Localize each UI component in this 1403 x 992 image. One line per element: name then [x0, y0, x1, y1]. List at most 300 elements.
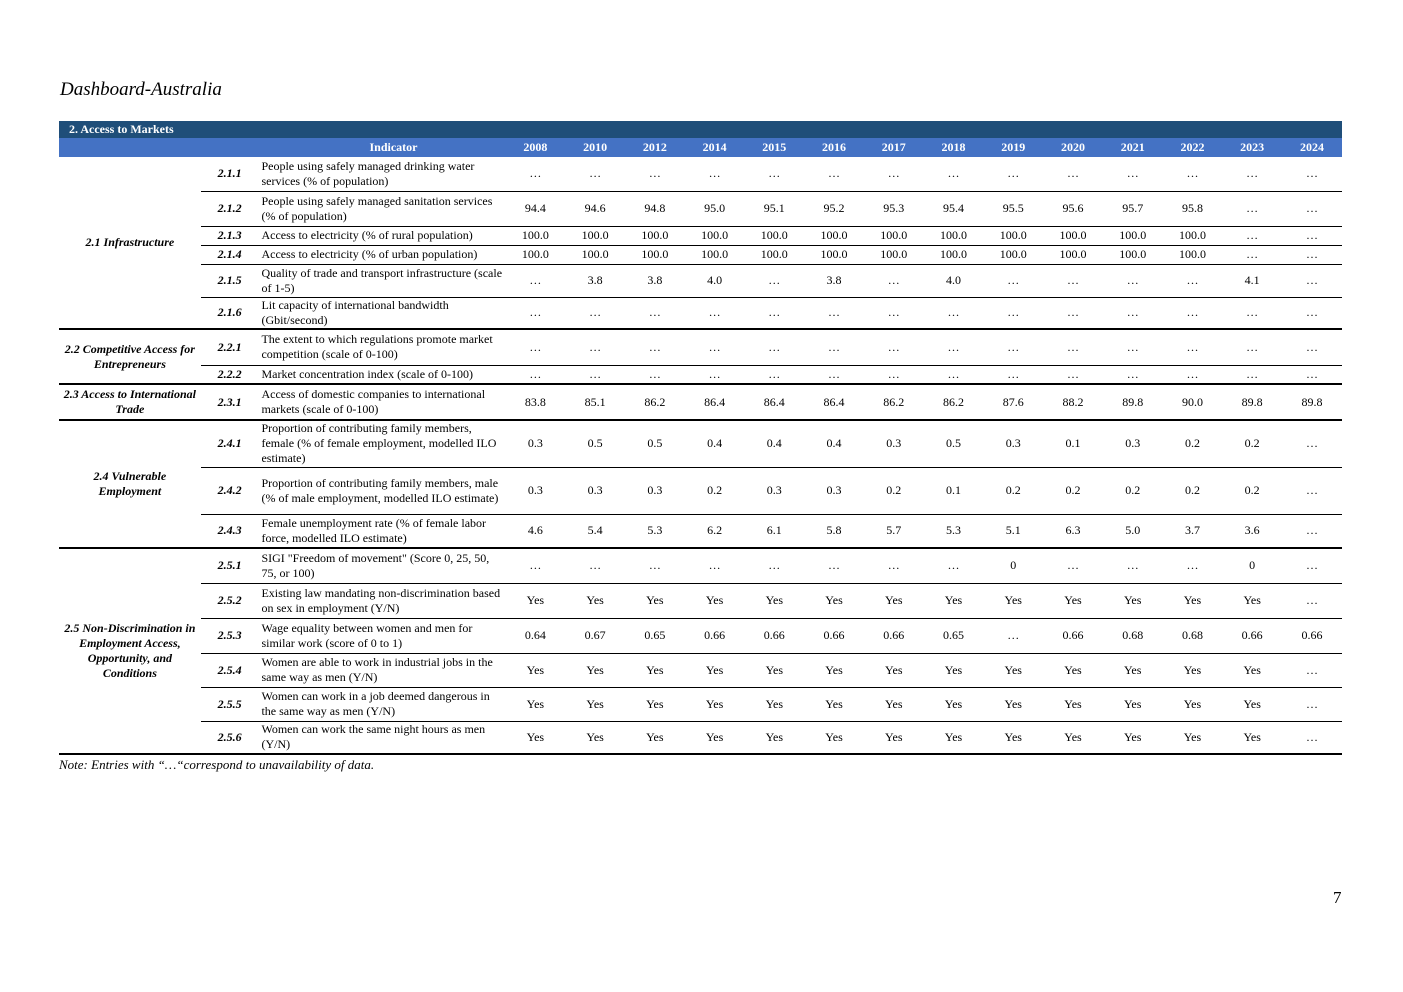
table-row — [59, 514, 1342, 548]
value-cell: Yes — [924, 721, 984, 754]
indicator-name: Wage equality between women and men for similar work (score of 0 to 1) — [258, 618, 505, 653]
value-cell: … — [1282, 687, 1342, 721]
value-cell: 0.4 — [744, 420, 804, 467]
dashboard-table — [59, 121, 1342, 755]
indicator-code: 2.2.2 — [201, 365, 259, 384]
value-cell: 0.64 — [506, 618, 566, 653]
value-cell: … — [864, 548, 924, 583]
value-cell: … — [565, 329, 625, 365]
value-cell: 5.1 — [983, 514, 1043, 548]
table-row — [59, 365, 1342, 384]
value-cell: 0.3 — [625, 467, 685, 514]
value-cell: 0.66 — [804, 618, 864, 653]
value-cell: Yes — [864, 653, 924, 687]
value-cell: 4.0 — [685, 264, 745, 297]
value-cell: 0 — [983, 548, 1043, 583]
value-cell: … — [625, 157, 685, 191]
value-cell: … — [744, 297, 804, 329]
value-cell: … — [1282, 329, 1342, 365]
value-cell: Yes — [1163, 721, 1223, 754]
table-row — [59, 329, 1342, 365]
value-cell: … — [804, 548, 864, 583]
value-cell: 100.0 — [744, 226, 804, 245]
value-cell: Yes — [685, 687, 745, 721]
value-cell: Yes — [744, 687, 804, 721]
value-cell: … — [924, 297, 984, 329]
value-cell: … — [1043, 365, 1103, 384]
value-cell: 5.7 — [864, 514, 924, 548]
value-cell: 0.66 — [1043, 618, 1103, 653]
value-cell: … — [1103, 365, 1163, 384]
value-cell: 100.0 — [506, 245, 566, 264]
value-cell: … — [625, 548, 685, 583]
value-cell: … — [864, 329, 924, 365]
value-cell: … — [744, 365, 804, 384]
value-cell: Yes — [983, 653, 1043, 687]
value-cell: … — [565, 548, 625, 583]
value-cell: … — [1222, 329, 1282, 365]
value-cell: 0.66 — [1222, 618, 1282, 653]
year-header: 2024 — [1282, 138, 1342, 157]
table-row — [59, 226, 1342, 245]
table-row — [59, 420, 1342, 467]
value-cell: 95.8 — [1163, 191, 1223, 226]
value-cell: 87.6 — [983, 384, 1043, 420]
value-cell: Yes — [804, 653, 864, 687]
value-cell: Yes — [864, 721, 924, 754]
value-cell: 89.8 — [1282, 384, 1342, 420]
value-cell: 100.0 — [1043, 226, 1103, 245]
indicator-name: Proportion of contributing family members, male (% of male employment, modelled ILO estimate) — [258, 467, 505, 514]
value-cell: … — [1103, 264, 1163, 297]
value-cell: Yes — [1222, 583, 1282, 618]
value-cell: 100.0 — [1103, 245, 1163, 264]
value-cell: Yes — [804, 583, 864, 618]
value-cell: 100.0 — [924, 226, 984, 245]
table-row — [59, 583, 1342, 618]
value-cell: … — [804, 329, 864, 365]
table-row — [59, 245, 1342, 264]
value-cell: … — [864, 264, 924, 297]
value-cell: Yes — [625, 687, 685, 721]
value-cell: 95.2 — [804, 191, 864, 226]
value-cell: 0.2 — [1103, 467, 1163, 514]
page-number: 7 — [1333, 888, 1342, 907]
value-cell: 100.0 — [1103, 226, 1163, 245]
value-cell: Yes — [1103, 721, 1163, 754]
table-row — [59, 687, 1342, 721]
value-cell: Yes — [625, 653, 685, 687]
year-header: 2017 — [864, 138, 924, 157]
value-cell: … — [1282, 157, 1342, 191]
indicator-name: SIGI "Freedom of movement" (Score 0, 25, 50, 75, or 100) — [258, 548, 505, 583]
value-cell: 100.0 — [506, 226, 566, 245]
value-cell: 4.0 — [924, 264, 984, 297]
value-cell: 100.0 — [804, 226, 864, 245]
year-header: 2012 — [625, 138, 685, 157]
value-cell: Yes — [864, 583, 924, 618]
value-cell: 95.1 — [744, 191, 804, 226]
value-cell: 0.4 — [685, 420, 745, 467]
value-cell: 4.6 — [506, 514, 566, 548]
value-cell: Yes — [506, 653, 566, 687]
value-cell: … — [506, 548, 566, 583]
value-cell: 94.4 — [506, 191, 566, 226]
value-cell: … — [1282, 467, 1342, 514]
value-cell: 100.0 — [864, 226, 924, 245]
value-cell: 100.0 — [685, 226, 745, 245]
value-cell: 0.5 — [625, 420, 685, 467]
value-cell: 0.3 — [565, 467, 625, 514]
value-cell: 100.0 — [1163, 226, 1223, 245]
value-cell: 100.0 — [565, 245, 625, 264]
value-cell: 0.1 — [1043, 420, 1103, 467]
value-cell: 0.2 — [685, 467, 745, 514]
value-cell: … — [924, 365, 984, 384]
value-cell: … — [1103, 297, 1163, 329]
value-cell: 0.2 — [864, 467, 924, 514]
value-cell: Yes — [744, 653, 804, 687]
indicator-name: Quality of trade and transport infrastructure (scale of 1-5) — [258, 264, 505, 297]
value-cell: 0 — [1222, 548, 1282, 583]
value-cell: … — [864, 297, 924, 329]
value-cell: 3.7 — [1163, 514, 1223, 548]
table-row — [59, 548, 1342, 583]
value-cell: 0.66 — [1282, 618, 1342, 653]
indicator-name: Existing law mandating non-discrimination based on sex in employment (Y/N) — [258, 583, 505, 618]
value-cell: … — [1163, 297, 1223, 329]
value-cell: Yes — [506, 721, 566, 754]
value-cell: 0.2 — [1163, 420, 1223, 467]
dashboard-table-container — [59, 121, 1342, 755]
value-cell: … — [1282, 264, 1342, 297]
indicator-name: Access to electricity (% of rural population) — [258, 226, 505, 245]
value-cell: Yes — [1043, 721, 1103, 754]
indicator-name: Lit capacity of international bandwidth (Gbit/second) — [258, 297, 505, 329]
value-cell: … — [1282, 297, 1342, 329]
table-row — [59, 384, 1342, 420]
value-cell: … — [506, 297, 566, 329]
value-cell: 0.65 — [924, 618, 984, 653]
value-cell: Yes — [1103, 653, 1163, 687]
indicator-name: The extent to which regulations promote market competition (scale of 0-100) — [258, 329, 505, 365]
value-cell: … — [1282, 365, 1342, 384]
value-cell: Yes — [804, 687, 864, 721]
value-cell: Yes — [924, 687, 984, 721]
value-cell: 86.4 — [804, 384, 864, 420]
value-cell: 0.3 — [506, 467, 566, 514]
value-cell: … — [1282, 721, 1342, 754]
value-cell: … — [1043, 548, 1103, 583]
year-header: 2015 — [744, 138, 804, 157]
value-cell: 0.3 — [1103, 420, 1163, 467]
value-cell: … — [744, 329, 804, 365]
value-cell: … — [1163, 157, 1223, 191]
value-cell: Yes — [565, 721, 625, 754]
value-cell: 0.3 — [983, 420, 1043, 467]
value-cell: … — [1282, 245, 1342, 264]
year-header: 2014 — [685, 138, 745, 157]
value-cell: 100.0 — [864, 245, 924, 264]
value-cell: 100.0 — [1163, 245, 1223, 264]
value-cell: 100.0 — [565, 226, 625, 245]
value-cell: Yes — [506, 687, 566, 721]
indicator-code: 2.1.5 — [201, 264, 259, 297]
value-cell: 94.8 — [625, 191, 685, 226]
value-cell: 0.2 — [1222, 467, 1282, 514]
value-cell: … — [506, 365, 566, 384]
value-cell: … — [625, 329, 685, 365]
value-cell: … — [804, 297, 864, 329]
group-label: 2.2 Competitive Access for Entrepreneurs — [59, 329, 201, 384]
value-cell: Yes — [1163, 653, 1223, 687]
table-row — [59, 264, 1342, 297]
value-cell: … — [685, 548, 745, 583]
value-cell: 95.7 — [1103, 191, 1163, 226]
value-cell: 3.6 — [1222, 514, 1282, 548]
value-cell: … — [1163, 264, 1223, 297]
value-cell: Yes — [983, 721, 1043, 754]
year-header: 2021 — [1103, 138, 1163, 157]
value-cell: … — [983, 365, 1043, 384]
value-cell: … — [1282, 653, 1342, 687]
value-cell: 0.2 — [1222, 420, 1282, 467]
indicator-code: 2.1.3 — [201, 226, 259, 245]
value-cell: Yes — [1043, 687, 1103, 721]
value-cell: 86.4 — [685, 384, 745, 420]
value-cell: … — [924, 157, 984, 191]
value-cell: … — [983, 329, 1043, 365]
value-cell: … — [1103, 157, 1163, 191]
indicator-code: 2.5.5 — [201, 687, 259, 721]
value-cell: 95.3 — [864, 191, 924, 226]
value-cell: Yes — [744, 583, 804, 618]
value-cell: 86.2 — [864, 384, 924, 420]
value-cell: Yes — [1163, 583, 1223, 618]
table-body — [59, 157, 1342, 754]
year-header: 2016 — [804, 138, 864, 157]
value-cell: Yes — [506, 583, 566, 618]
value-cell: 0.2 — [1043, 467, 1103, 514]
value-cell: Yes — [625, 583, 685, 618]
value-cell: 90.0 — [1163, 384, 1223, 420]
value-cell: Yes — [685, 653, 745, 687]
value-cell: 0.1 — [924, 467, 984, 514]
value-cell: 86.2 — [924, 384, 984, 420]
value-cell: … — [1043, 157, 1103, 191]
value-cell: 3.8 — [804, 264, 864, 297]
value-cell: … — [685, 329, 745, 365]
value-cell: Yes — [565, 583, 625, 618]
value-cell: … — [804, 157, 864, 191]
value-cell: 100.0 — [685, 245, 745, 264]
value-cell: … — [506, 329, 566, 365]
value-cell: 100.0 — [744, 245, 804, 264]
value-cell: 0.4 — [804, 420, 864, 467]
value-cell: 0.3 — [864, 420, 924, 467]
value-cell: … — [685, 365, 745, 384]
value-cell: … — [1222, 157, 1282, 191]
value-cell: … — [506, 157, 566, 191]
value-cell: 85.1 — [565, 384, 625, 420]
table-row — [59, 467, 1342, 514]
value-cell: … — [565, 365, 625, 384]
indicator-code: 2.5.1 — [201, 548, 259, 583]
value-cell: 83.8 — [506, 384, 566, 420]
group-label: 2.3 Access to International Trade — [59, 384, 201, 420]
value-cell: … — [744, 548, 804, 583]
value-cell: 6.1 — [744, 514, 804, 548]
value-cell: 4.1 — [1222, 264, 1282, 297]
value-cell: 5.4 — [565, 514, 625, 548]
table-row — [59, 721, 1342, 754]
value-cell: Yes — [864, 687, 924, 721]
value-cell: 89.8 — [1103, 384, 1163, 420]
value-cell: … — [983, 157, 1043, 191]
value-cell: … — [565, 157, 625, 191]
indicator-code: 2.1.2 — [201, 191, 259, 226]
value-cell: Yes — [804, 721, 864, 754]
value-cell: Yes — [1163, 687, 1223, 721]
value-cell: Yes — [1103, 583, 1163, 618]
value-cell: … — [1222, 226, 1282, 245]
value-cell: Yes — [1043, 583, 1103, 618]
value-cell: … — [983, 264, 1043, 297]
value-cell: … — [625, 365, 685, 384]
value-cell: … — [744, 157, 804, 191]
value-cell: 0.66 — [744, 618, 804, 653]
indicator-code: 2.5.6 — [201, 721, 259, 754]
indicator-name: Female unemployment rate (% of female labor force, modelled ILO estimate) — [258, 514, 505, 548]
indicator-code: 2.2.1 — [201, 329, 259, 365]
value-cell: 100.0 — [804, 245, 864, 264]
value-cell: … — [864, 157, 924, 191]
indicator-code: 2.1.6 — [201, 297, 259, 329]
year-header: 2008 — [506, 138, 566, 157]
value-cell: … — [1282, 420, 1342, 467]
group-label: 2.5 Non-Discrimination in Employment Access, Opportunity, and Conditions — [59, 548, 201, 754]
indicator-name: People using safely managed drinking water services (% of population) — [258, 157, 505, 191]
value-cell: 0.3 — [804, 467, 864, 514]
value-cell: … — [1043, 329, 1103, 365]
value-cell: 0.68 — [1103, 618, 1163, 653]
value-cell: 86.2 — [625, 384, 685, 420]
value-cell: Yes — [625, 721, 685, 754]
value-cell: 95.5 — [983, 191, 1043, 226]
value-cell: … — [1222, 245, 1282, 264]
value-cell: 0.5 — [565, 420, 625, 467]
indicator-name: Women can work in a job deemed dangerous in the same way as men (Y/N) — [258, 687, 505, 721]
section-title: 2. Access to Markets — [59, 121, 1342, 138]
value-cell: … — [1043, 297, 1103, 329]
value-cell: 89.8 — [1222, 384, 1282, 420]
value-cell: 94.6 — [565, 191, 625, 226]
indicator-code: 2.1.4 — [201, 245, 259, 264]
table-row — [59, 191, 1342, 226]
value-cell: Yes — [565, 687, 625, 721]
year-header: 2019 — [983, 138, 1043, 157]
indicator-code: 2.4.2 — [201, 467, 259, 514]
indicator-code: 2.4.1 — [201, 420, 259, 467]
value-cell: … — [804, 365, 864, 384]
value-cell: 95.0 — [685, 191, 745, 226]
value-cell: … — [983, 618, 1043, 653]
indicator-code: 2.1.1 — [201, 157, 259, 191]
value-cell: … — [1222, 297, 1282, 329]
value-cell: 100.0 — [625, 245, 685, 264]
value-cell: 95.4 — [924, 191, 984, 226]
value-cell: 0.2 — [983, 467, 1043, 514]
value-cell: … — [1282, 514, 1342, 548]
value-cell: … — [1282, 226, 1342, 245]
value-cell: Yes — [924, 583, 984, 618]
value-cell: 95.6 — [1043, 191, 1103, 226]
year-header: 2023 — [1222, 138, 1282, 157]
year-header: 2022 — [1163, 138, 1223, 157]
value-cell: … — [1282, 548, 1342, 583]
year-header: 2020 — [1043, 138, 1103, 157]
value-cell: … — [924, 329, 984, 365]
year-header: 2018 — [924, 138, 984, 157]
indicator-code: 2.3.1 — [201, 384, 259, 420]
value-cell: 100.0 — [983, 226, 1043, 245]
indicator-name: Market concentration index (scale of 0-100) — [258, 365, 505, 384]
value-cell: 88.2 — [1043, 384, 1103, 420]
value-cell: … — [1163, 548, 1223, 583]
value-cell: Yes — [1043, 653, 1103, 687]
indicator-code: 2.5.3 — [201, 618, 259, 653]
value-cell: Yes — [685, 583, 745, 618]
indicator-name: Proportion of contributing family members, female (% of female employment, modelled ILO estimate) — [258, 420, 505, 467]
value-cell: Yes — [685, 721, 745, 754]
value-cell: 0.5 — [924, 420, 984, 467]
value-cell: 5.0 — [1103, 514, 1163, 548]
value-cell: … — [1103, 548, 1163, 583]
table-row — [59, 618, 1342, 653]
value-cell: … — [565, 297, 625, 329]
indicator-name: People using safely managed sanitation services (% of population) — [258, 191, 505, 226]
indicator-header: Indicator — [59, 138, 506, 157]
value-cell: 0.67 — [565, 618, 625, 653]
value-cell: 100.0 — [983, 245, 1043, 264]
value-cell: … — [1043, 264, 1103, 297]
value-cell: … — [983, 297, 1043, 329]
value-cell: … — [685, 157, 745, 191]
table-row — [59, 157, 1342, 191]
value-cell: … — [1103, 329, 1163, 365]
value-cell: 0.3 — [506, 420, 566, 467]
value-cell: 3.8 — [625, 264, 685, 297]
table-row — [59, 297, 1342, 329]
group-label: 2.1 Infrastructure — [59, 157, 201, 329]
document-title: Dashboard-Australia — [60, 79, 222, 100]
indicator-name: Access of domestic companies to international markets (scale of 0-100) — [258, 384, 505, 420]
value-cell: Yes — [1222, 687, 1282, 721]
value-cell: 0.2 — [1163, 467, 1223, 514]
table-row — [59, 653, 1342, 687]
value-cell: 5.3 — [625, 514, 685, 548]
value-cell: Yes — [1103, 687, 1163, 721]
value-cell: … — [864, 365, 924, 384]
indicator-code: 2.5.4 — [201, 653, 259, 687]
value-cell: 3.8 — [565, 264, 625, 297]
value-cell: 5.3 — [924, 514, 984, 548]
value-cell: Yes — [924, 653, 984, 687]
value-cell: 0.3 — [744, 467, 804, 514]
value-cell: 0.65 — [625, 618, 685, 653]
indicator-name: Access to electricity (% of urban population) — [258, 245, 505, 264]
value-cell: 0.66 — [864, 618, 924, 653]
